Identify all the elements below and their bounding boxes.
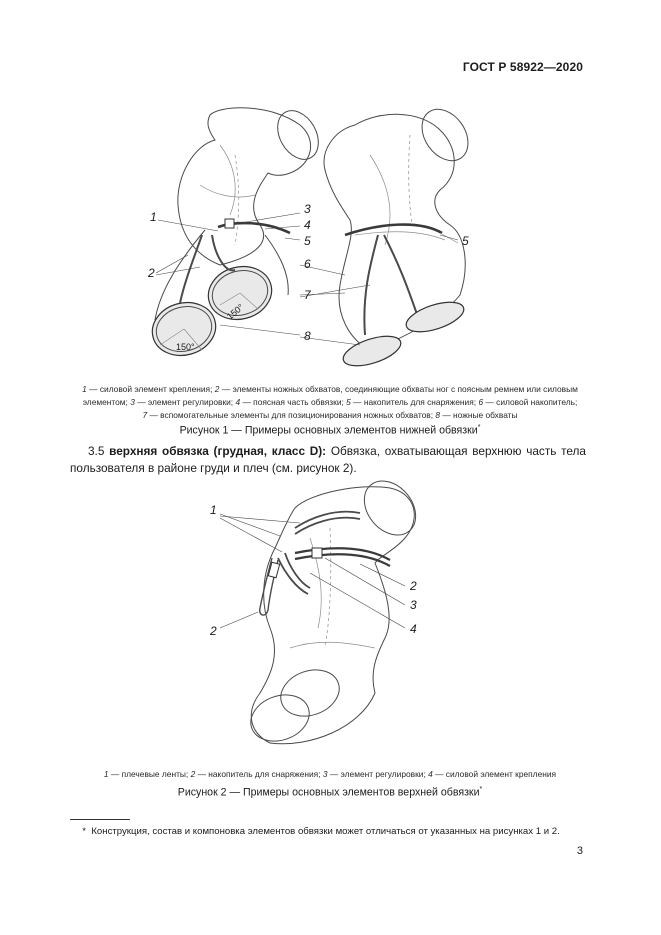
footnote-divider bbox=[70, 819, 130, 820]
callout-7: 7 bbox=[304, 288, 311, 302]
legend-2-line-1: 1 — плечевые ленты; 2 — накопитель для снаряжения; 3 — элемент регулировки; 4 — силовой элемент крепления bbox=[103, 769, 557, 779]
callout-1: 1 bbox=[150, 210, 157, 224]
section-number: 3.5 bbox=[88, 444, 105, 458]
callout-3: 3 bbox=[304, 202, 311, 216]
callout-5: 5 bbox=[304, 234, 311, 248]
upper-mannequin bbox=[244, 478, 426, 749]
callout-1: 1 bbox=[210, 503, 217, 517]
angle-label-right: 150° bbox=[224, 301, 246, 322]
footnote-mark: * bbox=[82, 826, 86, 837]
legend-1-line-3: 7 — вспомогательные элементы для позиционирования ножных обхватов; 8 — ножные обхваты bbox=[142, 410, 518, 420]
callout-2: 2 bbox=[148, 266, 155, 280]
page-number: 3 bbox=[576, 845, 583, 857]
angle-label-left: 150° bbox=[176, 342, 195, 352]
section-definition: Обвязка, охватывающая верхнюю часть тела пользователя в районе груди и плеч (см. рисунок 2). bbox=[70, 444, 586, 475]
footnote bbox=[70, 826, 590, 837]
callout-8: 8 bbox=[304, 329, 311, 343]
callout-4: 4 bbox=[410, 622, 417, 636]
figure-1-caption: Рисунок 1 — Примеры основных элементов нижней обвязки* bbox=[179, 424, 481, 437]
figure-2-illustration bbox=[200, 478, 440, 753]
callout-2-left: 2 bbox=[210, 624, 217, 638]
figure-2-caption: Рисунок 2 — Примеры основных элементов верхней обвязки* bbox=[177, 786, 483, 799]
callout-2-right: 2 bbox=[410, 579, 417, 593]
figure-2-leaders bbox=[220, 514, 405, 628]
section-term: верхняя обвязка (грудная, класс D): bbox=[109, 444, 327, 458]
legend-1-line-1: 1 — силовой элемент крепления; 2 — элементы ножных обхватов, соединяющие обхваты ног с поясным ремнем или силовым bbox=[82, 384, 578, 394]
callout-4: 4 bbox=[304, 218, 311, 232]
left-mannequin bbox=[146, 103, 326, 362]
document-header: ГОСТ Р 58922—2020 bbox=[462, 60, 583, 74]
figure-1-illustration bbox=[140, 95, 500, 370]
footnote-text: Конструкция, состав и компоновка элементов обвязки может отличаться от указанных на рисунках 1 и 2. bbox=[91, 826, 560, 837]
callout-5-right: 5 bbox=[462, 234, 469, 248]
callout-6: 6 bbox=[304, 257, 311, 271]
figure-1-legend bbox=[40, 383, 620, 422]
section-3-5 bbox=[70, 443, 586, 477]
figure-2-legend bbox=[40, 768, 620, 781]
legend-1-line-2: элементом; 3 — элемент регулировки; 4 — поясная часть обвязки; 5 — накопитель для снаряжения; 6 — силовой накопитель; bbox=[82, 397, 578, 407]
right-mannequin bbox=[324, 101, 477, 370]
callout-3: 3 bbox=[410, 598, 417, 612]
